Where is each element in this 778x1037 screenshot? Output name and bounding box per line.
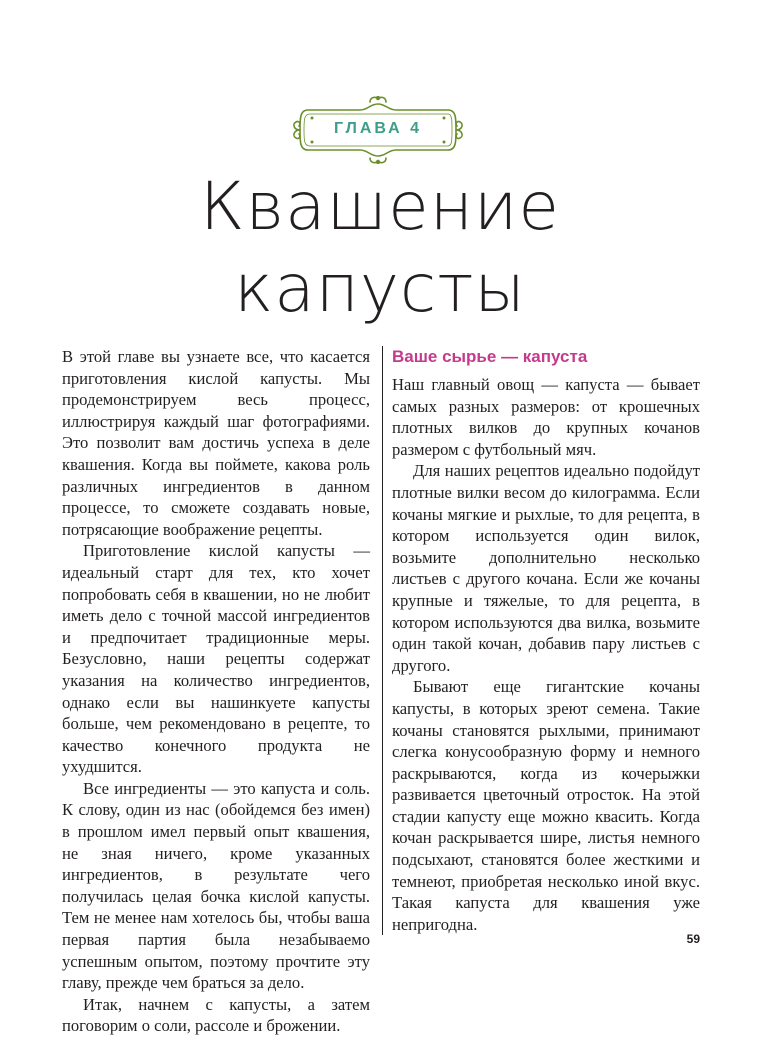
chapter-label: ГЛАВА 4 <box>333 120 423 137</box>
page-number: 59 <box>686 932 700 946</box>
section-heading: Ваше сырье — капуста <box>392 347 588 366</box>
right-column <box>382 346 700 935</box>
right-paragraph-1: Наш главный овощ — капуста — бывает самых разных размеров: от крошечных плотных вилков до крупных кочанов размером с футбольный мяч. <box>392 375 700 459</box>
chapter-title-line-1: Квашение <box>200 168 560 245</box>
right-paragraph-3: Бывают еще гигантские кочаны капусты, в которых зреют семена. Такие кочаны становятся рыхлыми, принимают слегка конусообразную форму и немного раскрываются, когда из кочерыжки развивается цветочный отросток. На этой стадии капусту еще можно квасить. Когда кочан раскрывается шире, листья немного подсыхают, становятся более жесткими и темнеют, приобретая несколько иной вкус. Такая капуста для квашения уже непригодна. <box>392 677 700 934</box>
left-paragraph-1: В этой главе вы узнаете все, что касается приготовления кислой капусты. Мы продемонстрируем весь процесс, иллюстрируя каждый шаг фотографиями. Это позволит вам достичь успеха в деле квашения. Когда вы поймете, какова роль различных ингредиентов в данном процессе, то сможете создавать новые, потрясающие воображение рецепты. <box>62 347 370 539</box>
left-paragraph-2: Приготовление кислой капусты — идеальный старт для тех, кто хочет попробовать себя в квашении, но не любит иметь дело с точной массой ингредиентов и предпочитает традиционные меры. Безусловно, наши рецепты содержат указания на количество ингредиентов, однако если вы нашинкуете капусты больше, чем рекомендовано в рецепте, то качество конечного продукта не ухудшится. <box>62 541 370 777</box>
right-paragraph-2: Для наших рецептов идеально подойдут плотные вилки весом до килограмма. Если кочаны мягкие и рыхлые, то для рецепта, в котором используется один вилок, возьмите дополнительно несколько листьев с другого кочана. Если же кочаны крупные и тяжелые, то для рецепта, в котором используются два вилка, возьмите один такой кочан, добавив пару листьев с другого. <box>392 461 700 675</box>
chapter-title-line-2: капусты <box>234 250 526 327</box>
left-paragraph-4: Итак, начнем с капусты, а затем поговорим о соли, рассоле и брожении. <box>62 994 370 1036</box>
left-paragraph-3: Все ингредиенты — это капуста и соль. К слову, один из нас (обойдемся без имен) в прошлом имел первый опыт квашения, не зная ничего, кроме указанных ингредиентов, в результате чего получилась целая бочка кислой капусты. Тем не менее нам хотелось бы, чтобы ваша первая партия была незабываемо успешным опытом, поэтому прочтите эту главу, прежде чем браться за дело. <box>62 778 370 993</box>
left-column <box>62 346 370 1037</box>
chapter-title <box>100 166 660 330</box>
